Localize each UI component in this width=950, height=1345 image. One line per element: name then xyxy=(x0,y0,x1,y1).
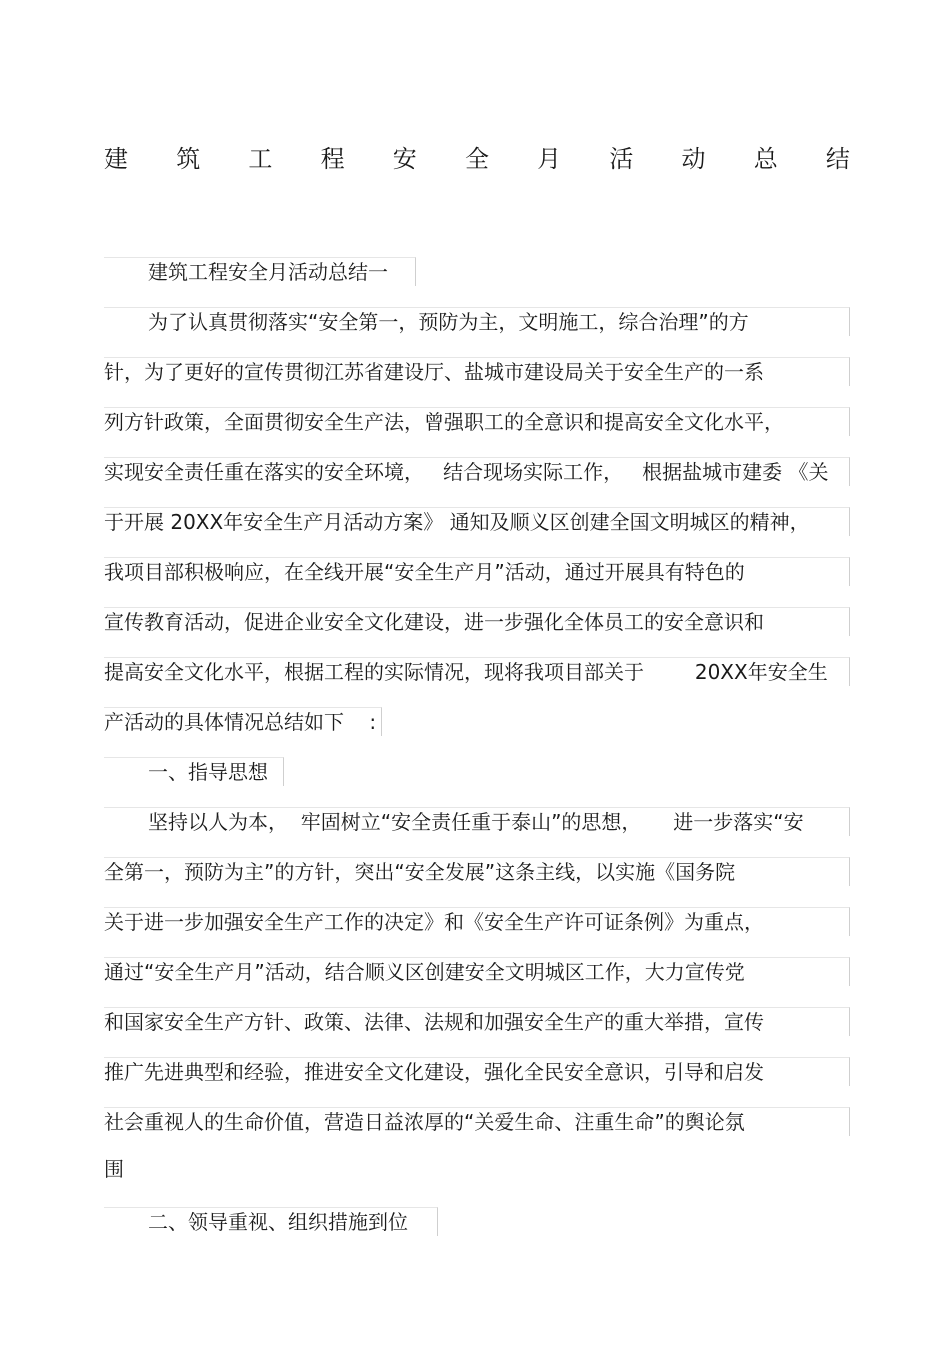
paragraph-line: 坚持以人为本， 牢固树立“安全责任重于泰山”的思想， 进一步落实“安 xyxy=(104,807,850,836)
paragraph-line: 宣传教育活动，促进企业安全文化建设，进一步强化全体员工的安全意识和 xyxy=(104,607,850,636)
title-char: 程 xyxy=(320,144,345,173)
paragraph-line: 于开展 20XX年安全生产月活动方案》 通知及顺义区创建全国文明城区的精神， xyxy=(104,507,850,536)
paragraph-line: 全第一，预防为主”的方针，突出“安全发展”这条主线，以实施《国务院 xyxy=(104,857,850,886)
title-char: 结 xyxy=(825,144,850,173)
paragraph-line: 和国家安全生产方针、政策、法律、法规和加强安全生产的重大举措，宣传 xyxy=(104,1007,850,1036)
document-title xyxy=(104,136,850,176)
paragraph-line: 我项目部积极响应，在全线开展“安全生产月”活动，通过开展具有特色的 xyxy=(104,557,850,586)
paragraph-line: 关于进一步加强安全生产工作的决定》和《安全生产许可证条例》为重点， xyxy=(104,907,850,936)
paragraph-line: 产活动的具体情况总结如下 : xyxy=(104,707,382,736)
paragraph-line: 通过“安全生产月”活动，结合顺义区创建安全文明城区工作，大力宣传党 xyxy=(104,957,850,986)
paragraph-line: 推广先进典型和经验，推进安全文化建设，强化全民安全意识，引导和启发 xyxy=(104,1057,850,1086)
paragraph-line: 提高安全文化水平，根据工程的实际情况，现将我项目部关于 20XX年安全生 xyxy=(104,657,850,686)
paragraph-line: 列方针政策，全面贯彻安全生产法，曾强职工的全意识和提高安全文化水平， xyxy=(104,407,850,436)
title-char: 工 xyxy=(248,144,273,173)
paragraph-line: 针，为了更好的宣传贯彻江苏省建设厅、盐城市建设局关于安全生产的一系 xyxy=(104,357,850,386)
title-char: 安 xyxy=(392,144,417,173)
title-char: 总 xyxy=(753,144,778,173)
title-char: 建 xyxy=(104,144,128,173)
paragraph-line: 为了认真贯彻落实“安全第一，预防为主，文明施工，综合治理”的方 xyxy=(104,307,850,336)
title-char: 全 xyxy=(464,144,489,173)
paragraph-line: 围 xyxy=(104,1157,124,1181)
section-heading: 一、指导思想 xyxy=(104,757,284,786)
paragraph-line: 实现安全责任重在落实的安全环境， 结合现场实际工作， 根据盐城市建委 《关 xyxy=(104,457,850,486)
section-subtitle: 建筑工程安全月活动总结一 xyxy=(104,257,416,286)
paragraph-line: 社会重视人的生命价值，营造日益浓厚的“关爱生命、注重生命”的舆论氛 xyxy=(104,1107,850,1136)
title-char: 筑 xyxy=(176,144,201,173)
title-char: 动 xyxy=(681,144,706,173)
title-char: 活 xyxy=(609,144,634,173)
section-heading: 二、领导重视、组织措施到位 xyxy=(104,1207,438,1236)
title-char: 月 xyxy=(537,144,562,173)
